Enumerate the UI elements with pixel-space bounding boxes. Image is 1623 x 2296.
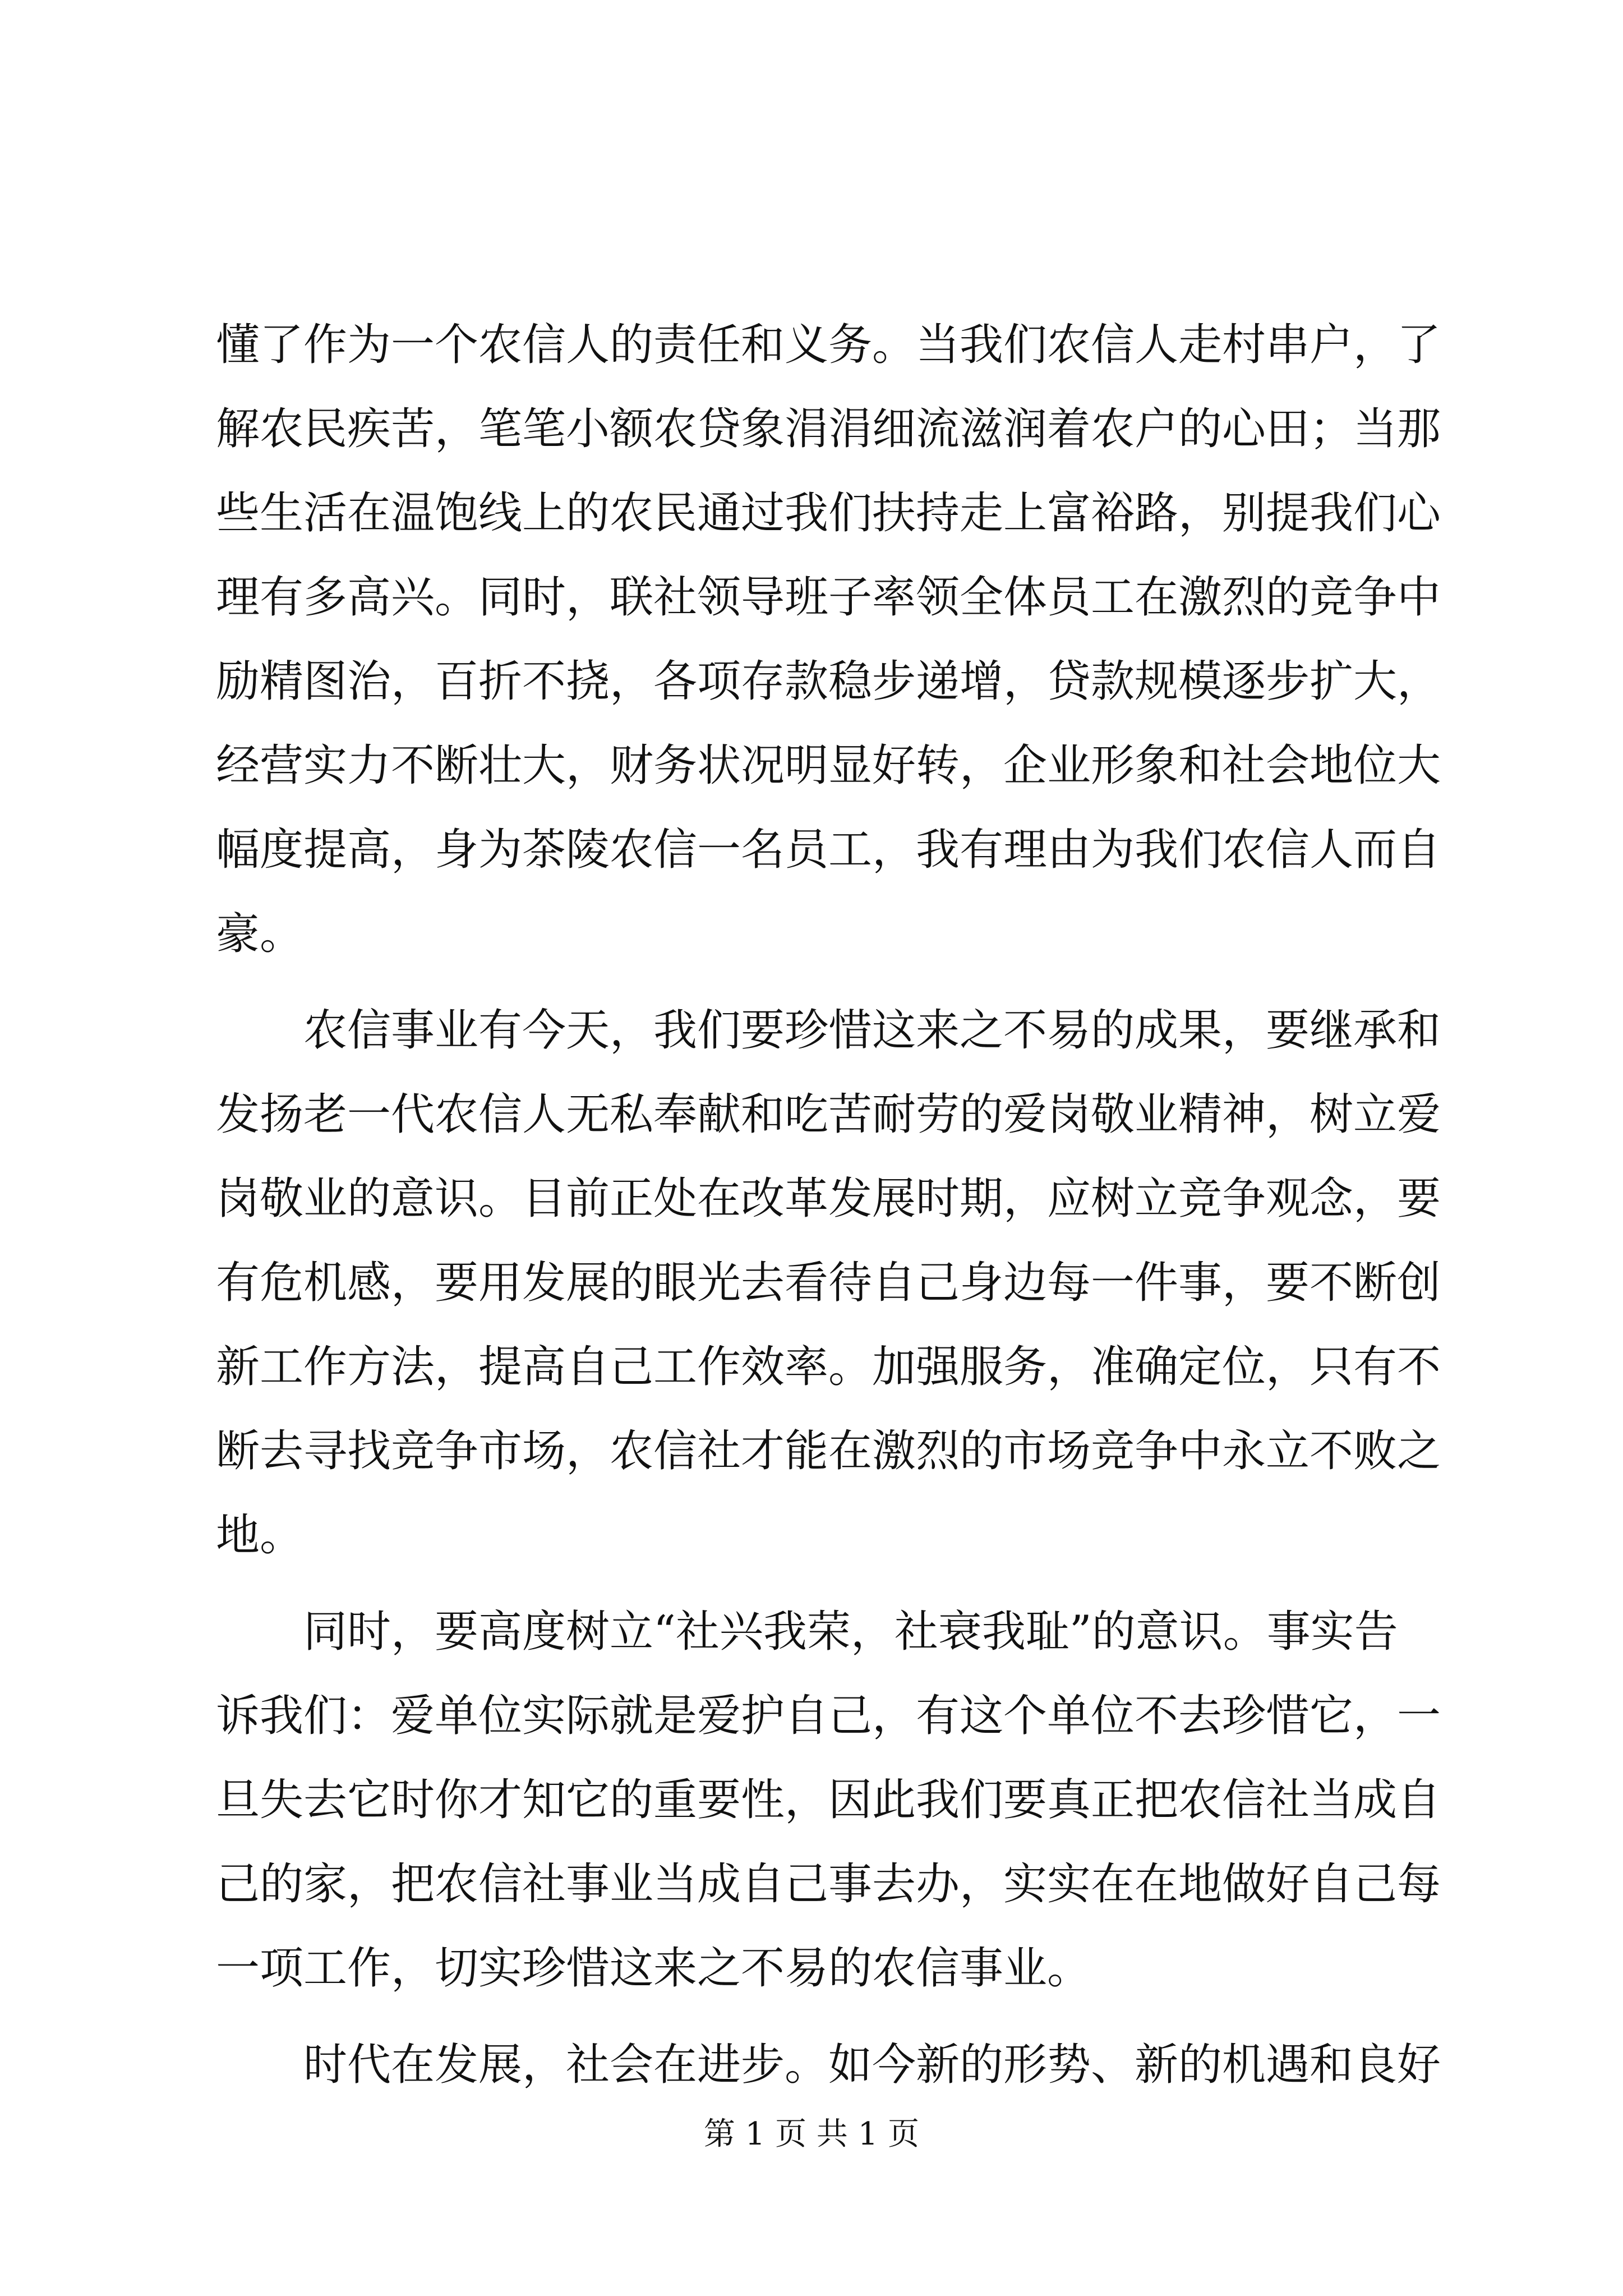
text-line: 励精图治，百折不挠，各项存款稳步递增，贷款规模逐步扩大， — [216, 656, 1441, 707]
document-body — [216, 303, 1441, 2107]
text-line: 解农民疾苦，笔笔小额农贷象涓涓细流滋润着农户的心田；当那 — [216, 404, 1441, 454]
text-line: 己的家，把农信社事业当成自己事去办，实实在在地做好自己每 — [216, 1859, 1441, 1910]
text-line: 发扬老一代农信人无私奉献和吃苦耐劳的爱岗敬业精神，树立爱 — [216, 1089, 1441, 1140]
text-line: 一项工作，切实珍惜这来之不易的农信事业。 — [216, 1943, 1091, 1994]
text-line: 地。 — [216, 1510, 304, 1561]
paragraph-1 — [216, 303, 1441, 976]
text-line: 懂了作为一个农信人的责任和义务。当我们农信人走村串户，了 — [216, 320, 1441, 370]
text-line: 幅度提高，身为茶陵农信一名员工，我有理由为我们农信人而自 — [216, 825, 1441, 875]
text-line: 断去寻找竞争市场，农信社才能在激烈的市场竞争中永立不败之 — [216, 1426, 1441, 1476]
text-line: 经营实力不断壮大，财务状况明显好转，企业形象和社会地位大 — [216, 740, 1441, 791]
text-line: 农信事业有今天，我们要珍惜这来之不易的成果，要继承和 — [216, 1005, 1441, 1056]
paragraph-spacer — [216, 976, 1427, 988]
text-line: 豪。 — [216, 909, 304, 959]
paragraph-3 — [216, 1590, 1441, 2010]
text-line: 诉我们：爱单位实际就是爱护自己，有这个单位不去珍惜它，一 — [216, 1691, 1441, 1741]
paragraph-4 — [216, 2023, 1441, 2107]
page-number-footer: 第 1 页 共 1 页 — [703, 2116, 920, 2152]
text-line: 旦失去它时你才知它的重要性，因此我们要真正把农信社当成自 — [216, 1775, 1441, 1825]
paragraph-spacer — [216, 2010, 1427, 2023]
text-line: 岗敬业的意识。目前正处在改革发展时期，应树立竞争观念，要 — [216, 1174, 1441, 1224]
text-line: 有危机感，要用发展的眼光去看待自己身边每一件事，要不断创 — [216, 1258, 1441, 1308]
text-line: 新工作方法，提高自己工作效率。加强服务，准确定位，只有不 — [216, 1342, 1441, 1392]
text-line: 理有多高兴。同时，联社领导班子率领全体员工在激烈的竞争中 — [216, 572, 1441, 623]
text-line: 些生活在温饱线上的农民通过我们扶持走上富裕路，别提我们心 — [216, 488, 1441, 539]
paragraph-spacer — [216, 1577, 1427, 1590]
text-line: 同时，要高度树立“社兴我荣，社衰我耻”的意识。事实告 — [216, 1607, 1398, 1657]
paragraph-2 — [216, 988, 1441, 1577]
text-line: 时代在发展，社会在进步。如今新的形势、新的机遇和良好 — [216, 2040, 1441, 2090]
